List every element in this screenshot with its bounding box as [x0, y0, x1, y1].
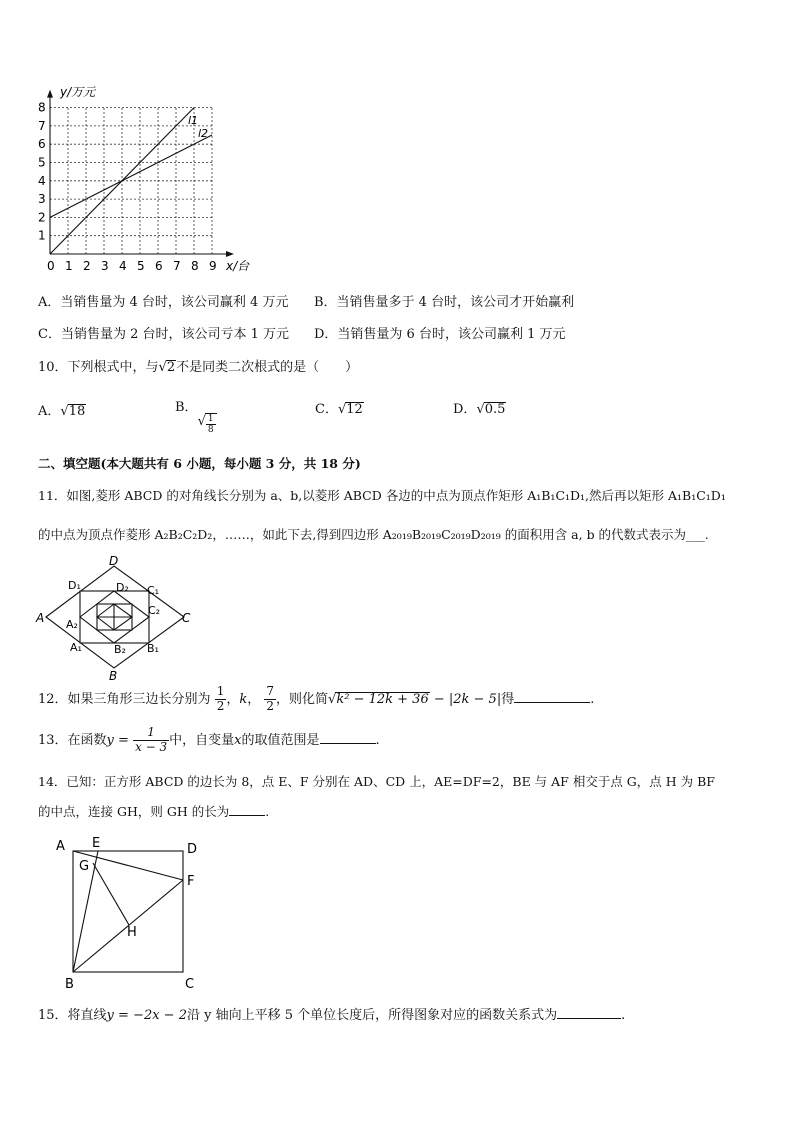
q13-post: 的取值范围是	[241, 733, 320, 748]
x-tick-label: 2	[83, 259, 91, 273]
x-axis-label: x/台	[226, 259, 250, 273]
q13-pre: 13．在函数	[38, 733, 107, 748]
x-axis-arrow	[226, 251, 234, 257]
q12-pre: 12．如果三角形三边长分别为	[38, 692, 211, 707]
sqrt-sign: √	[60, 404, 69, 419]
label-g: G	[79, 859, 90, 874]
y-axis-label: y/万元	[60, 85, 96, 99]
q12-abs: − |2k − 5|	[429, 692, 502, 707]
segment-gh	[93, 863, 129, 925]
square-abcd	[73, 851, 183, 972]
label-a: A	[56, 839, 65, 854]
y-tick-label: 6	[38, 137, 46, 152]
q10-stem-post: 不是同类二次根式的是（ ）	[176, 360, 359, 375]
q10-option-c[interactable]	[315, 398, 364, 417]
label-c: C	[182, 611, 191, 625]
q15-post: 沿 y 轴向上平移 5 个单位长度后，所得图象对应的函数关系式为	[186, 1008, 558, 1023]
q15-pre: 15．将直线	[38, 1008, 107, 1023]
q13-answer-blank[interactable]	[320, 731, 376, 744]
q9-option-b[interactable]: B．当销售量多于 4 台时，该公司才开始赢利	[314, 295, 575, 310]
q13-end: .	[375, 733, 380, 748]
x-tick-label: 6	[155, 259, 163, 273]
sqrt-sign: √	[476, 402, 485, 417]
label-a1: A₁	[70, 641, 82, 654]
q14-line1: 14．已知：正方形 ABCD 的边长为 8，点 E、F 分别在 AD、CD 上，AE=DF=2，BE 与 AF 相交于点 G，点 H 为 BF	[38, 774, 715, 789]
q13-x: x	[234, 733, 242, 748]
q13-num: 1	[133, 726, 169, 741]
y-tick-label: 4	[38, 173, 46, 188]
sqrt-sign: √	[328, 692, 337, 707]
y-tick-label: 1	[38, 228, 46, 243]
label-e: E	[92, 836, 101, 851]
x-tick-label: 5	[137, 259, 145, 273]
y-tick-label: 2	[38, 210, 46, 225]
series-line-l2	[50, 135, 212, 217]
label-c: C	[185, 977, 195, 992]
label-d2: D₂	[116, 581, 129, 594]
label-b: B	[65, 977, 74, 992]
label-a2: A₂	[66, 618, 78, 631]
q13-mid: 中，自变量	[169, 733, 235, 748]
q15-expr: y = −2x − 2	[106, 1008, 187, 1023]
q9-option-d[interactable]: D．当销售量为 6 台时，该公司赢利 1 万元	[314, 327, 566, 342]
q14-line2	[38, 802, 269, 820]
x-tick-label: 8	[191, 259, 199, 273]
segment-af	[73, 851, 183, 880]
option-letter: C．	[315, 402, 338, 417]
label-a: A	[36, 611, 45, 625]
q13-line	[38, 724, 380, 758]
q12-frac1-num: 1	[216, 684, 225, 699]
option-letter: D．	[453, 402, 477, 417]
q10-option-a[interactable]	[38, 400, 86, 419]
q11-line1: 11．如图,菱形 ABCD 的对角线长分别为 a、b,以菱形 ABCD 各边的中点为顶点作矩形 A₁B₁C₁D₁,然后再以矩形 A₁B₁C₁D₁	[38, 488, 726, 503]
q9-graph	[30, 84, 270, 279]
q12-post: 得	[501, 692, 515, 707]
line1-label: l1	[188, 114, 199, 127]
q13-y-eq: y =	[106, 733, 129, 748]
section-heading: 二、填空题(本大题共有 6 小题，每小题 3 分，共 18 分)	[38, 456, 361, 471]
x-tick-label: 0	[47, 259, 55, 273]
label-f: F	[187, 874, 195, 889]
q12-sep1: ，	[226, 692, 240, 707]
q12-frac2-den: 2	[266, 699, 275, 713]
x-tick-label: 3	[101, 259, 109, 273]
q11-rhombus-figure	[34, 554, 194, 682]
line2-label: l2	[198, 127, 209, 140]
q14-line2-pre: 的中点，连接 GH，则 GH 的长为	[38, 804, 230, 819]
q10-option-d-radicand: 0.5	[484, 402, 506, 417]
q13-den: x − 3	[135, 740, 168, 754]
label-c2: C₂	[148, 604, 161, 617]
x-tick-label: 7	[173, 259, 181, 273]
graph-grid	[50, 108, 212, 254]
q15-line	[38, 1004, 625, 1023]
y-tick-label: 7	[38, 118, 46, 133]
q10-option-a-radicand: 18	[68, 404, 86, 419]
q10-stem-pre: 10．下列根式中，与	[38, 360, 159, 375]
y-tick-label: 8	[38, 100, 46, 115]
q9-option-c[interactable]: C．当销售量为 2 台时，该公司亏本 1 万元	[38, 327, 290, 342]
label-d: D	[187, 842, 198, 857]
q10-option-b-num: 1	[207, 413, 214, 424]
q14-line2-end: .	[265, 804, 270, 819]
q10-option-b[interactable]	[175, 396, 217, 435]
y-tick-label: 3	[38, 192, 46, 207]
q10-option-b-den: 8	[207, 425, 214, 435]
q10-stem-radicand: 2	[166, 360, 176, 375]
label-c1: C₁	[147, 584, 160, 597]
q12-sep2: ，	[247, 692, 261, 707]
sqrt-sign: √	[158, 360, 167, 375]
label-b: B	[109, 669, 118, 682]
q9-option-a[interactable]: A．当销售量为 4 台时，该公司赢利 4 万元	[38, 295, 289, 310]
q12-line	[38, 684, 594, 716]
q15-end: .	[621, 1008, 626, 1023]
q14-square-figure	[48, 834, 218, 992]
sqrt-sign: √	[197, 414, 206, 429]
label-h: H	[127, 925, 137, 940]
q15-answer-blank[interactable]	[557, 1006, 621, 1019]
q10-option-c-radicand: 12	[346, 402, 363, 417]
label-d1: D₁	[68, 579, 81, 592]
y-axis-arrow	[47, 90, 53, 98]
option-letter: A．	[38, 404, 61, 419]
x-tick-label: 1	[65, 259, 73, 273]
graph-axes	[47, 90, 234, 257]
q12-frac1-den: 2	[216, 699, 225, 713]
label-d: D	[109, 554, 119, 568]
y-tick-label: 5	[38, 155, 46, 170]
q12-answer-blank[interactable]	[514, 690, 590, 703]
q12-frac2-num: 7	[266, 684, 275, 699]
q11-line2: 的中点为顶点作菱形 A₂B₂C₂D₂，……，如此下去,得到四边形 A₂₀₁₉B₂₀₁₉C₂₀₁₉D₂₀₁₉ 的面积用含 a, b 的代数式表示为___.	[38, 527, 709, 542]
q12-radicand: k² − 12k + 36	[336, 692, 429, 707]
q12-sep3: ，则化简	[276, 692, 329, 707]
label-b2: B₂	[114, 643, 126, 656]
x-tick-label: 4	[119, 259, 127, 273]
q14-answer-blank[interactable]	[229, 803, 265, 816]
label-b1: B₁	[147, 642, 159, 655]
q10-stem	[38, 356, 358, 375]
q12-end: .	[590, 692, 595, 707]
sqrt-sign: √	[337, 402, 347, 417]
q10-option-d[interactable]	[453, 398, 506, 417]
x-tick-label: 9	[209, 259, 217, 273]
q12-k: k	[239, 692, 248, 707]
option-letter: B．	[175, 400, 198, 415]
